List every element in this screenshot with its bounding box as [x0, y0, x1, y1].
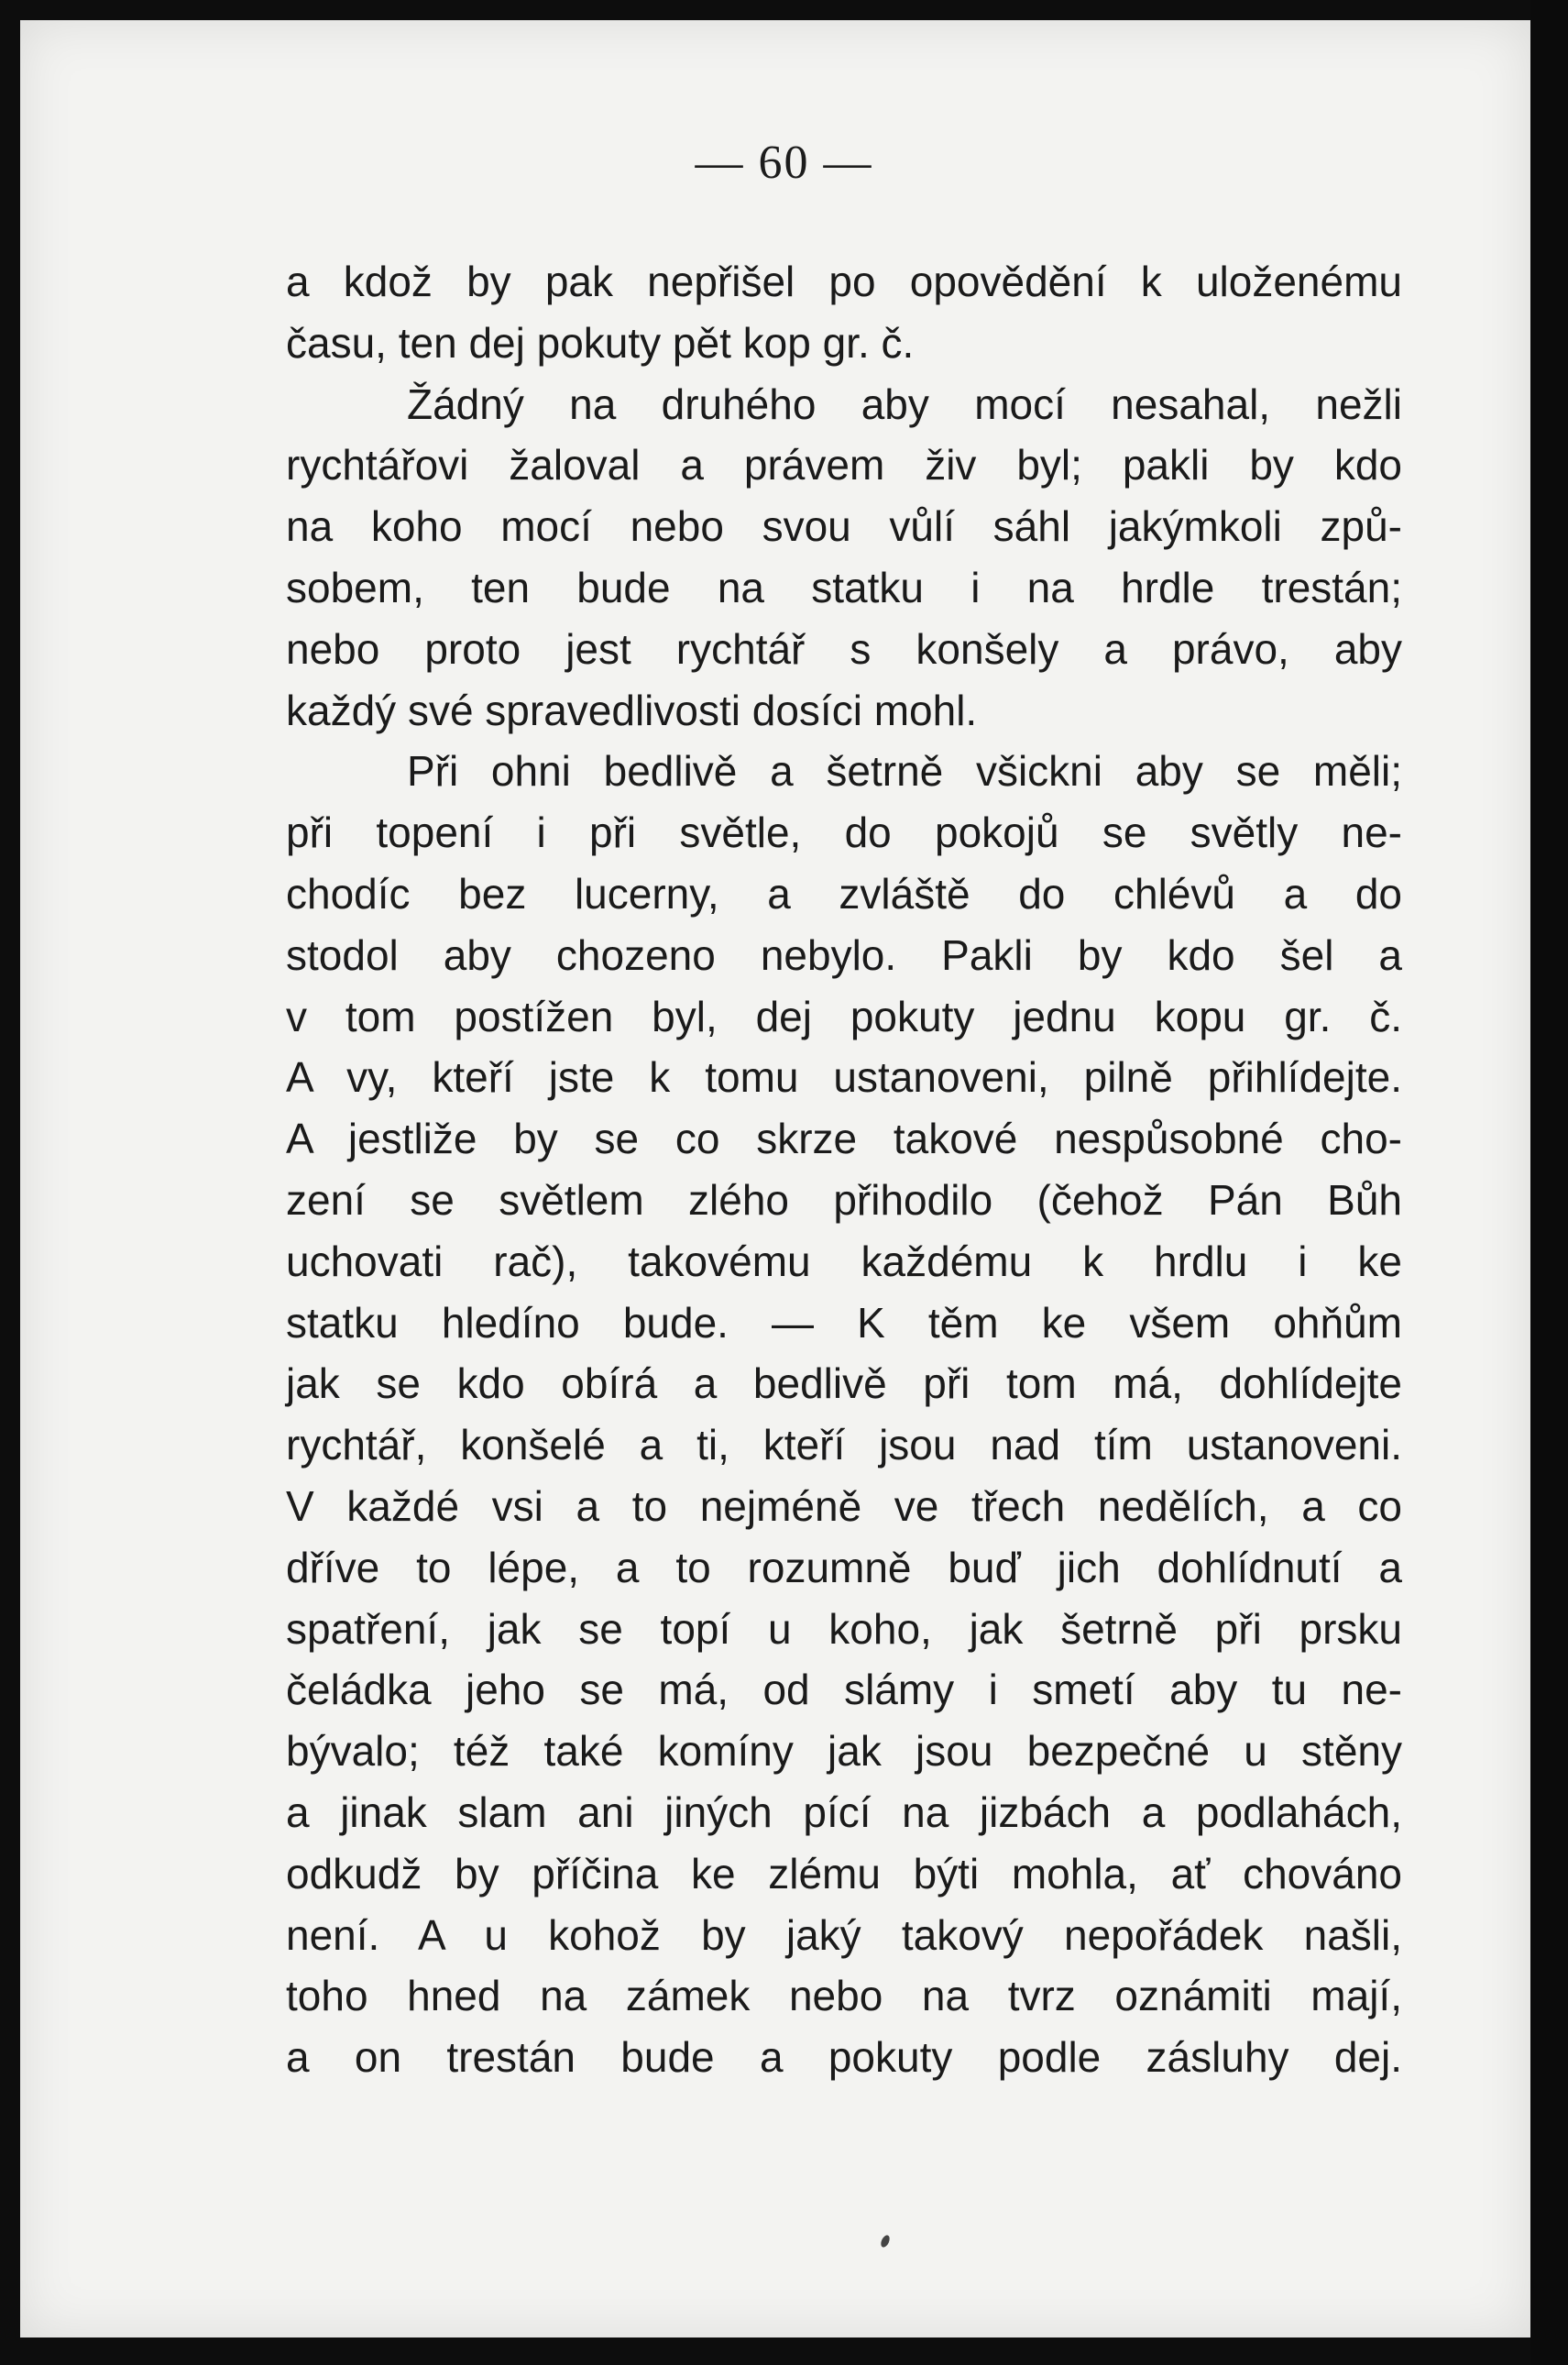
text-line: stodol aby chozeno nebylo. Pakli by kdo šel a	[286, 930, 1402, 979]
text-line: Žádný na druhého aby mocí nesahal, nežli	[407, 380, 1402, 428]
text-line: spatření, jak se topí u koho, jak šetrně při prsku	[286, 1604, 1402, 1653]
text-line: každý své spravedlivosti dosíci mohl.	[286, 686, 978, 734]
text-line: na koho mocí nebo svou vůlí sáhl jakýmkoli způ-	[286, 502, 1402, 551]
text-line: uchovati rač), takovému každému k hrdlu i ke	[286, 1237, 1402, 1285]
text-line: A jestliže by se co skrze takové nespůsobné cho-	[286, 1115, 1402, 1163]
text-line: sobem, ten bude na statku i na hrdle trestán;	[286, 563, 1402, 611]
text-line: dříve to lépe, a to rozumně buď jich dohlídnutí a	[286, 1543, 1402, 1591]
body-text	[286, 251, 1402, 2088]
text-line: času, ten dej pokuty pět kop gr. č.	[286, 318, 915, 367]
page-edge-shadow	[1530, 0, 1568, 2365]
text-line: čeládka jeho se má, od slámy i smetí aby tu ne-	[286, 1666, 1402, 1714]
text-line: odkudž by příčina ke zlému býti mohla, ať chováno	[286, 1849, 1402, 1898]
text-line: a jinak slam ani jiných pící na jizbách a podlahách,	[286, 1788, 1402, 1836]
text-line: a on trestán bude a pokuty podle zásluhy dej.	[286, 2033, 1402, 2082]
text-line: chodíc bez lucerny, a zvláště do chlévů a do	[286, 869, 1402, 918]
text-line: Při ohni bedlivě a šetrně všickni aby se měli;	[407, 747, 1402, 796]
text-line: rychtář, konšelé a ti, kteří jsou nad tím ustanoveni.	[286, 1421, 1402, 1469]
text-line: statku hledíno bude. — K těm ke všem ohňům	[286, 1298, 1402, 1347]
text-line: v tom postížen byl, dej pokuty jednu kopu gr. č.	[286, 992, 1402, 1040]
text-line: rychtářovi žaloval a právem živ byl; pakli by kdo	[286, 441, 1402, 490]
text-line: A vy, kteří jste k tomu ustanoveni, pilně přihlídejte.	[286, 1053, 1402, 1102]
text-line: jak se kdo obírá a bedlivě při tom má, dohlídejte	[286, 1359, 1402, 1408]
page-number: — 60 —	[695, 137, 873, 189]
text-line: při topení i při světle, do pokojů se světly ne-	[286, 808, 1402, 857]
text-line: toho hned na zámek nebo na tvrz oznámiti mají,	[286, 1972, 1402, 2020]
text-line: nebo proto jest rychtář s konšely a právo, aby	[286, 624, 1402, 673]
text-line: není. A u kohož by jaký takový nepořádek našli,	[286, 1910, 1402, 1959]
text-line: a kdož by pak nepřišel po opovědění k uloženému	[286, 258, 1402, 305]
text-line: zení se světlem zlého přihodilo (čehož Pán Bůh	[286, 1175, 1402, 1224]
text-line: bývalo; též také komíny jak jsou bezpečné u stěny	[286, 1727, 1402, 1776]
text-line: V každé vsi a to nejméně ve třech nedělích, a co	[286, 1481, 1402, 1530]
